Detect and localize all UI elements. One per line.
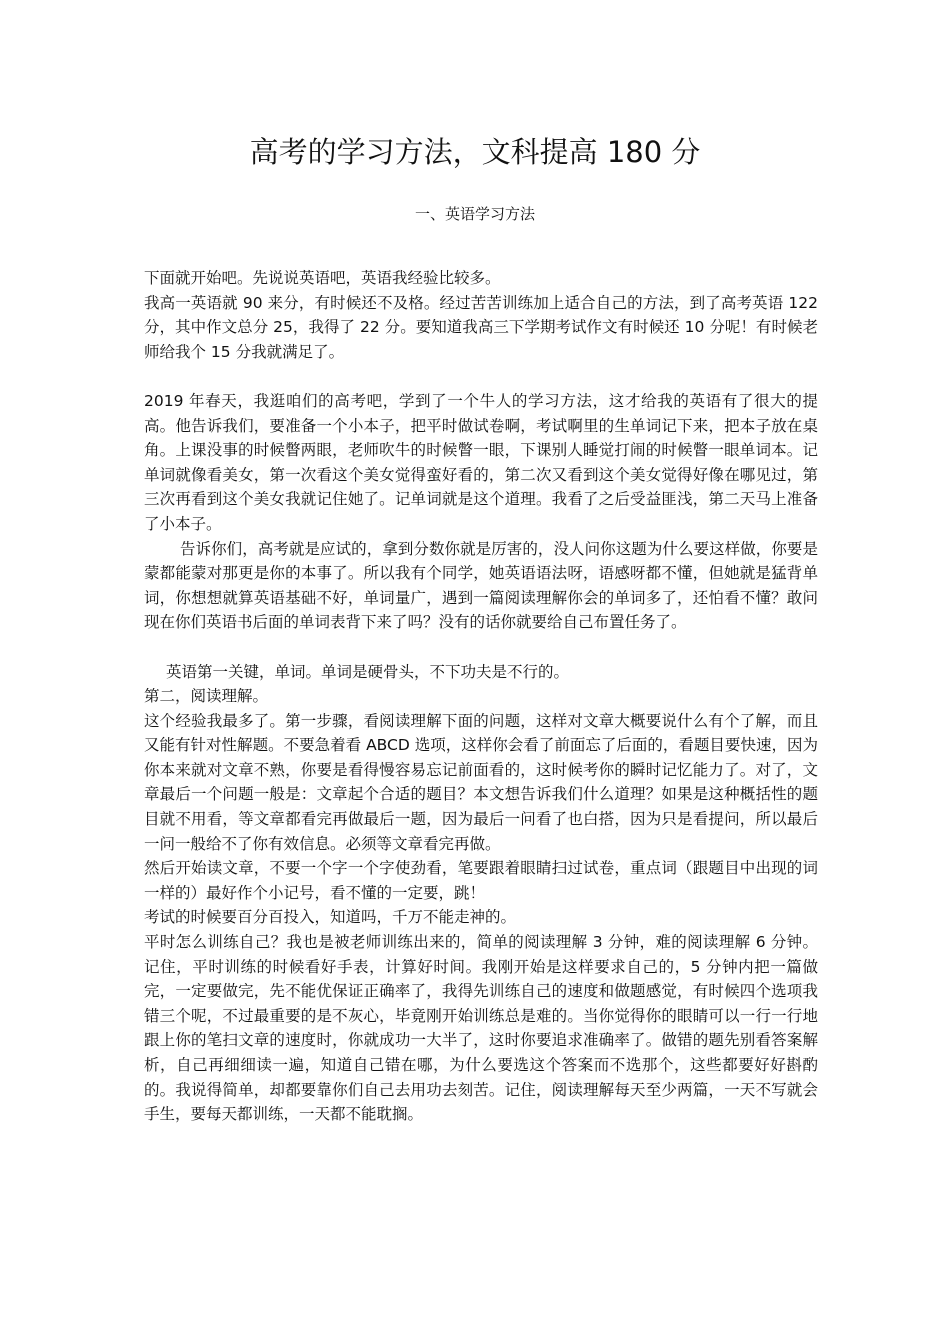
paragraph-vocab-notebook: 2019 年春天，我逛咱们的高考吧，学到了一个牛人的学习方法，这才给我的英语有了很大的提高。他告诉我们，要准备一个小本子，把平时做试卷啊，考试啊里的生单词记下来，把本子放在桌角。上课没事的时候瞥两眼，老师吹牛的时候瞥一眼，下课别人睡觉打闹的时候瞥一眼单词本。记单词就像看美女，第一次看这个美女觉得蛮好看的，第二次又看到这个美女觉得好像在哪见过，第三次再看到这个美女我就记住她了。记单词就是这个道理。我看了之后受益匪浅，第二天马上准备了小本子。: [144, 391, 818, 533]
paragraph-intro: 下面就开始吧。先说说英语吧，英语我经验比较多。: [144, 269, 501, 287]
paragraph-second-reading: 第二，阅读理解。: [144, 687, 269, 706]
paragraph-training: 平时怎么训练自己？我也是被老师训练出来的，简单的阅读理解 3 分钟，难的阅读理解 6 分钟。记住，平时训练的时候看好手表，计算好时间。我刚开始是这样要求自己的，5 分钟内把一篇做完，一定要做完，先不能优保证正确率了，我得先训练自己的速度和做题感觉，有时候四个选项我错三个呢，不过最重要的是不灰心，毕竟刚开始训练总是难的。当你觉得你的眼睛可以一行一行地跟上你的笔扫文章的速度时，你就成功一大半了，这时你要追求准确率了。做错的题先别看答案解析，自己再细细读一遍，知道自己错在哪，为什么要选这个答案而不选那个，这些都要好好斟酌的。我说得简单，却都要靠你们自己去用功去刻苦。记住，阅读理解每天至少两篇，一天不写就会手生，要每天都训练，一天都不能耽搁。: [144, 933, 818, 1124]
document-title: 高考的学习方法，文科提高 180 分: [249, 135, 701, 169]
document-body: [144, 266, 818, 1127]
paragraph-score-history: 我高一英语就 90 来分，有时候还不及格。经过苦苦训练加上适合自己的方法，到了高考英语 122 分，其中作文总分 25，我得了 22 分。要知道我高三下学期考试作文有时候还 10 分呢！有时候老师给我个 15 分我就满足了。: [144, 293, 818, 361]
paragraph-reading-steps: 这个经验我最多了。第一步骤，看阅读理解下面的问题，这样对文章大概要说什么有个了解，而且又能有针对性解题。不要急着看 ABCD 选项，这样你会看了前面忘了后面的，看题目要快速，因为你本来就对文章不熟，你要是看得慢容易忘记前面看的，这时候考你的瞬时记忆能力了。对了，文章最后一个问题一般是：文章起个合适的题目？本文想告诉我们什么道理？如果是这种概括性的题目就不用看，等文章都看完再做最后一题，因为最后一问看了也白搭，因为只是看提问，所以最后一问一般给不了你有效信息。必须等文章看完再做。: [144, 711, 818, 853]
paragraph-exam-oriented: 告诉你们，高考就是应试的，拿到分数你就是厉害的，没人问你这题为什么要这样做，你要是蒙都能蒙对那更是你的本事了。所以我有个同学，她英语语法呀，语感呀都不懂，但她就是猛背单词，你想想就算英语基础不好，单词量广，遇到一篇阅读理解你会的单词多了，还怕看不懂？敢问现在你们英语书后面的单词表背下来了吗？没有的话你就要给自己布置任务了。: [144, 539, 818, 632]
paragraph-focus: 考试的时候要百分百投入，知道吗，千万不能走神的。: [144, 908, 517, 927]
paragraph-gap: [144, 635, 818, 660]
paragraph-reading-article: 然后开始读文章，不要一个字一个字使劲看，笔要跟着眼睛扫过试卷，重点词（跟题目中出现的词一样的）最好作个小记号，看不懂的一定要，跳！: [144, 859, 818, 902]
section-heading: 一、英语学习方法: [414, 205, 535, 223]
paragraph-first-key: 英语第一关键，单词。单词是硬骨头，不下功夫是不行的。: [166, 662, 570, 681]
paragraph-gap: [144, 364, 818, 389]
